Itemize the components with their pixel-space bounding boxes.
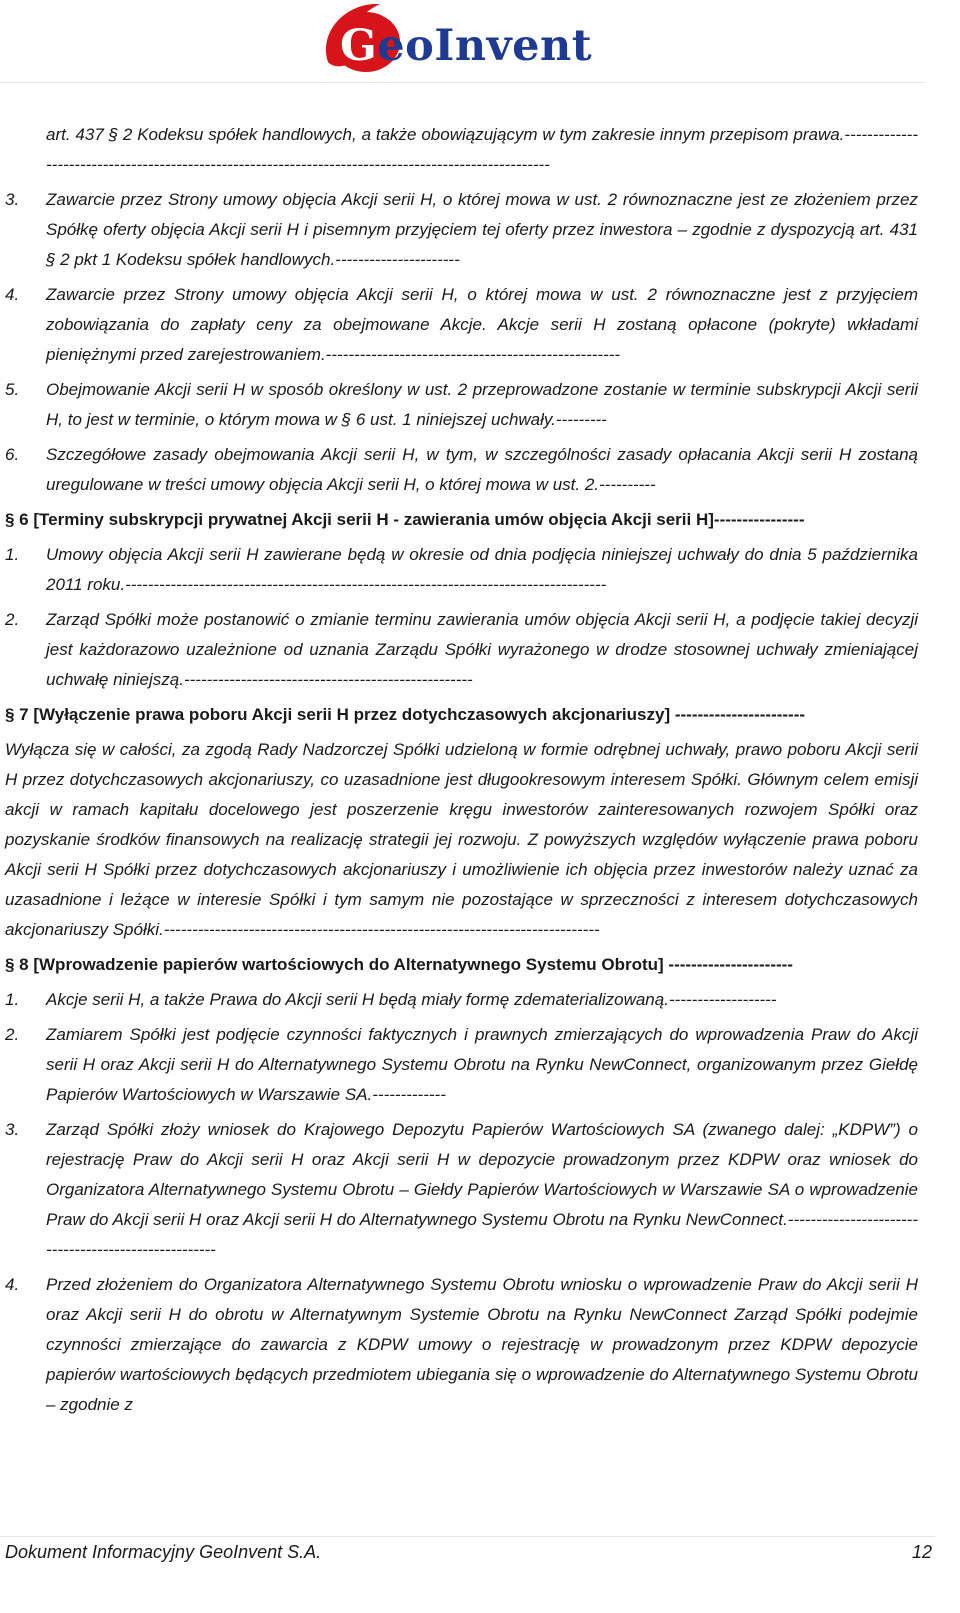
geoinvent-logo <box>318 0 593 84</box>
logo-letters-invent: Invent <box>434 21 593 71</box>
document-body <box>5 120 918 1425</box>
section-heading-6: § 6 [Terminy subskrypcji prywatnej Akcji serii H - zawierania umów objęcia Akcji serii H]---------------- <box>5 510 805 529</box>
list-number: 1. <box>5 545 20 564</box>
list-number: 4. <box>5 1275 20 1294</box>
logo-letter-g: G <box>340 21 378 71</box>
list-text: Przed złożeniem do Organizatora Alternatywnego Systemu Obrotu wniosku o wprowadzenie Praw do Akcji serii H oraz Akcji serii H do obrotu w Alternatywnym Systemie Obrotu na Rynku NewConnect Zarząd Spółki podejmie czynności zmierzające do zawarcia z KDPW umowy o rejestrację w prowadzonym przez KDPW depozycie papierów wartościowych będących przedmiotem ubiegania się o wprowadzenie do Alternatywnego Systemu Obrotu – zgodnie z <box>46 1275 918 1414</box>
section-heading-7: § 7 [Wyłączenie prawa poboru Akcji serii H przez dotychczasowych akcjonariuszy] ----------------------- <box>5 705 806 724</box>
section-heading-8: § 8 [Wprowadzenie papierów wartościowych do Alternatywnego Systemu Obrotu] ---------------------- <box>5 955 793 974</box>
list-text: Umowy objęcia Akcji serii H zawierane będą w okresie od dnia podjęcia niniejszej uchwały do dnia 5 października 2011 roku.------------------------------------------------------------------------------------- <box>46 545 918 594</box>
footer-divider <box>0 1536 935 1537</box>
logo-wordmark <box>340 18 592 74</box>
list-text: Szczegółowe zasady obejmowania Akcji serii H, w tym, w szczególności zasady opłacania Akcji serii H zostaną uregulowane w treści umowy objęcia Akcji serii H, o której mowa w ust. 2.---------- <box>46 445 918 494</box>
list-text: Obejmowanie Akcji serii H w sposób określony w ust. 2 przeprowadzone zostanie w terminie subskrypcji Akcji serii H, to jest w terminie, o którym mowa w § 6 ust. 1 niniejszej uchwały.--------- <box>46 380 918 429</box>
list-number: 1. <box>5 990 20 1009</box>
list-number: 4. <box>5 285 20 304</box>
list-item <box>5 1115 918 1265</box>
header-divider <box>0 82 925 83</box>
list-number: 3. <box>5 1120 20 1139</box>
list-item <box>5 280 918 370</box>
logo-letters-eo: eo <box>377 21 435 71</box>
list-number: 2. <box>5 1025 20 1044</box>
list-number: 3. <box>5 190 20 209</box>
list-item <box>5 185 918 275</box>
list-item <box>5 605 918 695</box>
list-text: Zawarcie przez Strony umowy objęcia Akcji serii H, o której mowa w ust. 2 równoznaczne jest ze złożeniem przez Spółkę oferty objęcia Akcji serii H i pisemnym przyjęciem tej oferty przez inwestora – zgodnie z dyspozycją art. 431 § 2 pkt 1 Kodeksu spółek handlowych.---------------------- <box>46 190 918 269</box>
list-number: 6. <box>5 445 20 464</box>
list-text: Zarząd Spółki złoży wniosek do Krajowego Depozytu Papierów Wartościowych SA (zwanego dalej: „KDPW”) o rejestrację Praw do Akcji serii H oraz Akcji serii H w depozycie prowadzonym przez KDPW oraz wniosek do Organizatora Alternatywnego Systemu Obrotu – Giełdy Papierów Wartościowych w Warszawie SA o wprowadzenie Praw do Akcji serii H oraz Akcji serii H do Alternatywnego Systemu Obrotu na Rynku NewConnect.----------------------------------------------------- <box>46 1120 918 1259</box>
list-text: Akcje serii H, a także Prawa do Akcji serii H będą miały formę zdematerializowaną.------------------- <box>46 990 777 1009</box>
page-footer <box>0 1536 960 1613</box>
list-item <box>5 540 918 600</box>
list-item <box>5 1020 918 1110</box>
list-item <box>5 985 918 1015</box>
list-text: Zawarcie przez Strony umowy objęcia Akcji serii H, o której mowa w ust. 2 równoznaczne jest z przyjęciem zobowiązania do zapłaty ceny za obejmowane Akcje. Akcje serii H zostaną opłacone (pokryte) wkładami pieniężnymi przed zarejestrowaniem.---------------------------------------------------- <box>46 285 918 364</box>
page-number: 12 <box>911 1542 932 1562</box>
list-text: Zamiarem Spółki jest podjęcie czynności faktycznych i prawnych zmierzających do wprowadzenia Praw do Akcji serii H oraz Akcji serii H do Alternatywnego Systemu Obrotu na Rynku NewConnect, organizowanym przez Giełdę Papierów Wartościowych w Warszawie SA.------------- <box>46 1025 918 1104</box>
list-text: Zarząd Spółki może postanowić o zmianie terminu zawierania umów objęcia Akcji serii H, a podjęcie takiej decyzji jest każdorazowo uzależnione od uznania Zarządu Spółki wyrażonego w drodze stosownej uchwały zmieniającej uchwałę niniejszą.--------------------------------------------------- <box>46 610 918 689</box>
footer-document-title: Dokument Informacyjny GeoInvent S.A. <box>5 1542 322 1562</box>
list-item <box>5 440 918 500</box>
list-number: 2. <box>5 610 20 629</box>
page-header <box>0 0 960 84</box>
list-item <box>5 375 918 435</box>
list-item <box>5 1270 918 1420</box>
intro-paragraph: art. 437 § 2 Kodeksu spółek handlowych, a także obowiązującym w tym zakresie innym przepisom prawa.------------------------------------------------------------------------------------------------------ <box>46 125 918 174</box>
section-7-paragraph: Wyłącza się w całości, za zgodą Rady Nadzorczej Spółki udzieloną w formie odrębnej uchwały, prawo poboru Akcji serii H przez dotychczasowych akcjonariuszy, co uzasadnione jest długookresowym interesem Spółki. Głównym celem emisji akcji w ramach kapitału docelowego jest poszerzenie kręgu inwestorów zainteresowanych rozwojem Spółki oraz pozyskanie środków finansowych na realizację strategii jej rozwoju. Z powyższych względów wyłączenie prawa poboru Akcji serii H Spółki przez dotychczasowych akcjonariuszy i umożliwienie ich objęcia przez inwestorów należy uznać za uzasadnione i leżące w interesie Spółki i tym samym nie pozostające w sprzeczności z interesem dotychczasowych akcjonariuszy Spółki.----------------------------------------------------------------------------- <box>5 740 918 939</box>
list-number: 5. <box>5 380 20 399</box>
